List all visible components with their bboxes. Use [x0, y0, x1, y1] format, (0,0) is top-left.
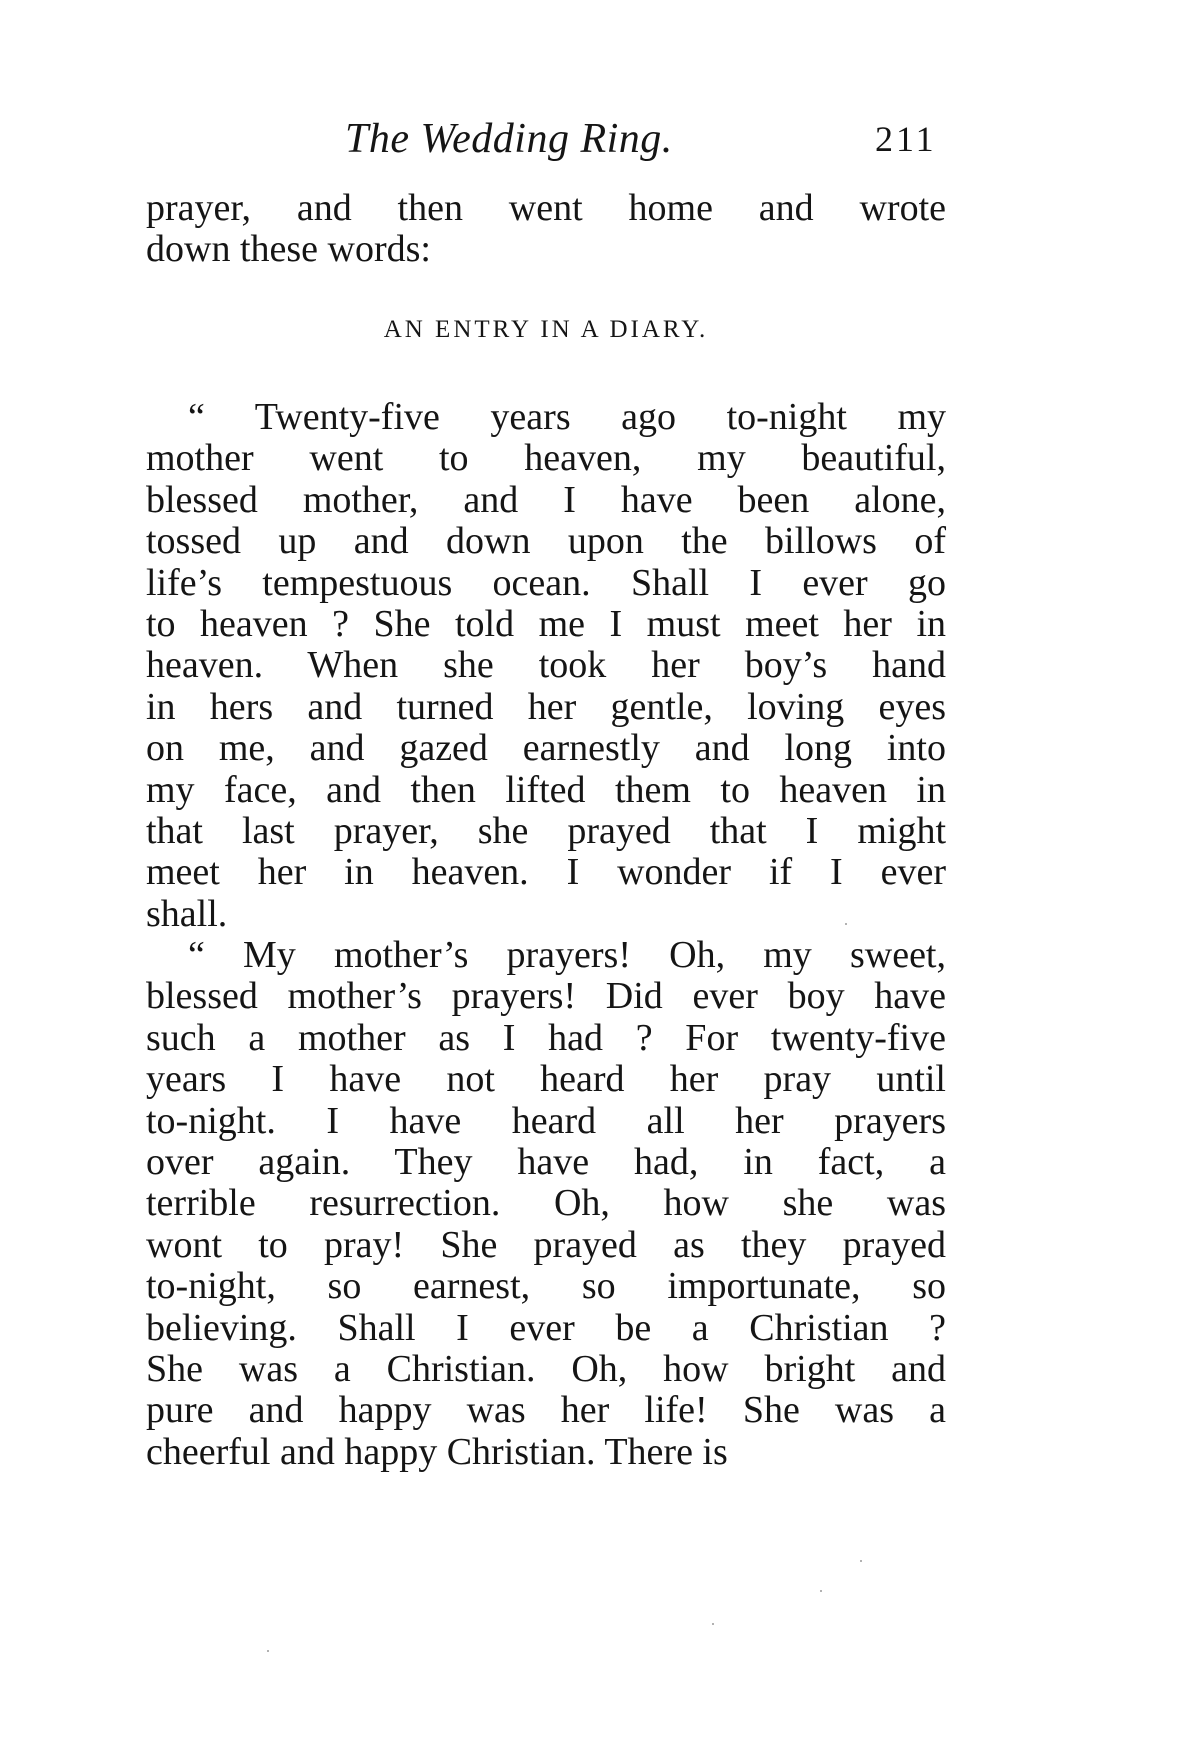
text-line: such a mother as I had ? For twenty-five [146, 1016, 946, 1059]
text-line: down these words: [146, 228, 431, 271]
text-line: prayer, and then went home and wrote [146, 187, 946, 229]
text-line: my face, and then lifted them to heaven in [146, 768, 946, 811]
text-line: terrible resurrection. Oh, how she was [146, 1182, 946, 1225]
text-line: cheerful and happy Christian. There is [146, 1430, 728, 1473]
text-line: wont to pray! She prayed as they prayed [146, 1223, 946, 1266]
paragraph-1 [146, 397, 946, 935]
text-line: that last prayer, she prayed that I might [146, 809, 946, 852]
paragraph-2 [146, 935, 946, 1473]
text-line: to heaven ? She told me I must meet her in [146, 602, 946, 645]
paper-speck [820, 1590, 822, 1592]
running-title: The Wedding Ring. [345, 116, 673, 162]
text-line: shall. [146, 892, 228, 935]
text-line: “ My mother’s prayers! Oh, my sweet, [188, 934, 946, 976]
text-line: She was a Christian. Oh, how bright and [146, 1347, 946, 1390]
text-line: blessed mother, and I have been alone, [146, 478, 946, 521]
text-line: in hers and turned her gentle, loving eyes [146, 685, 946, 728]
paper-speck [267, 1650, 269, 1652]
text-line: blessed mother’s prayers! Did ever boy have [146, 975, 946, 1018]
text-line: years I have not heard her pray until [146, 1058, 946, 1101]
text-line: to-night. I have heard all her prayers [146, 1099, 946, 1142]
text-line: heaven. When she took her boy’s hand [146, 644, 946, 687]
paper-speck [860, 1560, 862, 1562]
text-line: life’s tempestuous ocean. Shall I ever go [146, 561, 946, 604]
intro-paragraph [146, 188, 946, 271]
text-line: “ Twenty-five years ago to-night my [188, 396, 946, 438]
text-line: meet her in heaven. I wonder if I ever [146, 851, 946, 894]
section-heading: AN ENTRY IN A DIARY. [383, 316, 709, 343]
running-head [345, 115, 945, 175]
text-line: over again. They have had, in fact, a [146, 1140, 946, 1183]
page-number: 211 [875, 119, 937, 159]
paper-speck [845, 923, 847, 925]
text-line: mother went to heaven, my beautiful, [146, 437, 946, 480]
text-line: tossed up and down upon the billows of [146, 520, 946, 563]
text-line: to-night, so earnest, so importunate, so [146, 1265, 946, 1308]
text-line: on me, and gazed earnestly and long into [146, 727, 946, 770]
text-line: pure and happy was her life! She was a [146, 1389, 946, 1432]
text-line: believing. Shall I ever be a Christian ? [146, 1306, 946, 1349]
paper-speck [712, 1623, 714, 1625]
